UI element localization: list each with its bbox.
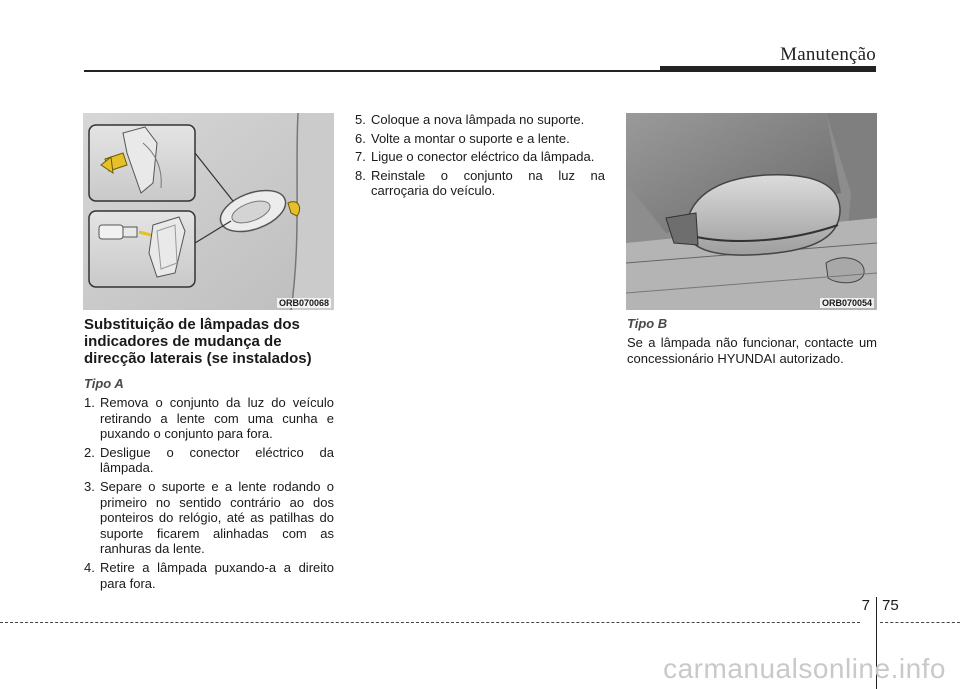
step-item bbox=[355, 149, 605, 165]
chapter-number: 7 bbox=[861, 597, 870, 614]
footer-dashed-line bbox=[0, 622, 860, 623]
step-item bbox=[355, 112, 605, 128]
steps-list-type-a bbox=[84, 395, 334, 591]
figure-code-left: ORB070068 bbox=[278, 298, 329, 308]
left-text-column bbox=[84, 316, 334, 594]
page-number: 75 bbox=[882, 597, 899, 614]
step-text: Ligue o conector eléctrico da lâmpada. bbox=[371, 149, 595, 165]
step-number: 2. bbox=[84, 444, 95, 460]
step-item bbox=[84, 395, 334, 442]
side-repeater-illustration bbox=[83, 113, 334, 310]
middle-text-column bbox=[355, 112, 605, 202]
step-text: Reinstale o conjunto na luz na carroçaria do veículo. bbox=[371, 167, 605, 199]
step-text: Separe o suporte e a lente rodando o primeiro no sentido contrário ao dos ponteiros do relógio, até as patilhas do suporte ficarem alinhadas com as ranhuras da lente. bbox=[100, 478, 334, 557]
step-item bbox=[84, 560, 334, 591]
step-text: Coloque a nova lâmpada no suporte. bbox=[371, 112, 585, 127]
step-number: 6. bbox=[355, 130, 366, 146]
step-item bbox=[84, 479, 334, 557]
step-text: Retire a lâmpada puxando-a a direito para fora. bbox=[100, 559, 334, 591]
site-watermark: carmanualsonline.info bbox=[663, 653, 946, 684]
side-repeater-drawing bbox=[83, 113, 334, 310]
step-item bbox=[355, 131, 605, 147]
figure-code-right: ORB070054 bbox=[821, 298, 872, 308]
right-text-column bbox=[627, 316, 877, 366]
side-mirror-drawing bbox=[626, 113, 877, 310]
step-number: 3. bbox=[84, 478, 95, 494]
step-number: 4. bbox=[84, 559, 95, 575]
step-number: 8. bbox=[355, 167, 366, 183]
section-title: Manutenção bbox=[780, 44, 876, 65]
step-text: Remova o conjunto da luz do veículo retirando a lente com uma cunha e puxando o conjunto para fora. bbox=[100, 395, 334, 442]
step-number: 7. bbox=[355, 149, 366, 165]
step-text: Desligue o conector eléctrico da lâmpada. bbox=[100, 444, 334, 476]
header-rule-accent bbox=[660, 66, 876, 72]
type-b-label: Tipo B bbox=[627, 316, 668, 331]
footer-dashed-line-right bbox=[880, 622, 960, 623]
step-text: Volte a montar o suporte e a lente. bbox=[371, 130, 570, 146]
steps-list-continued bbox=[355, 112, 605, 199]
step-number: 5. bbox=[355, 112, 366, 127]
type-b-instruction: Se a lâmpada não funcionar, contacte um concessionário HYUNDAI autorizado. bbox=[627, 335, 877, 366]
step-number: 1. bbox=[84, 395, 95, 410]
side-mirror-illustration bbox=[626, 113, 877, 310]
type-a-label: Tipo A bbox=[84, 376, 124, 391]
step-item bbox=[355, 168, 605, 199]
procedure-heading: Substituição de lâmpadas dos indicadores de mudança de direcção laterais (se instalados) bbox=[84, 316, 312, 367]
step-item bbox=[84, 445, 334, 476]
